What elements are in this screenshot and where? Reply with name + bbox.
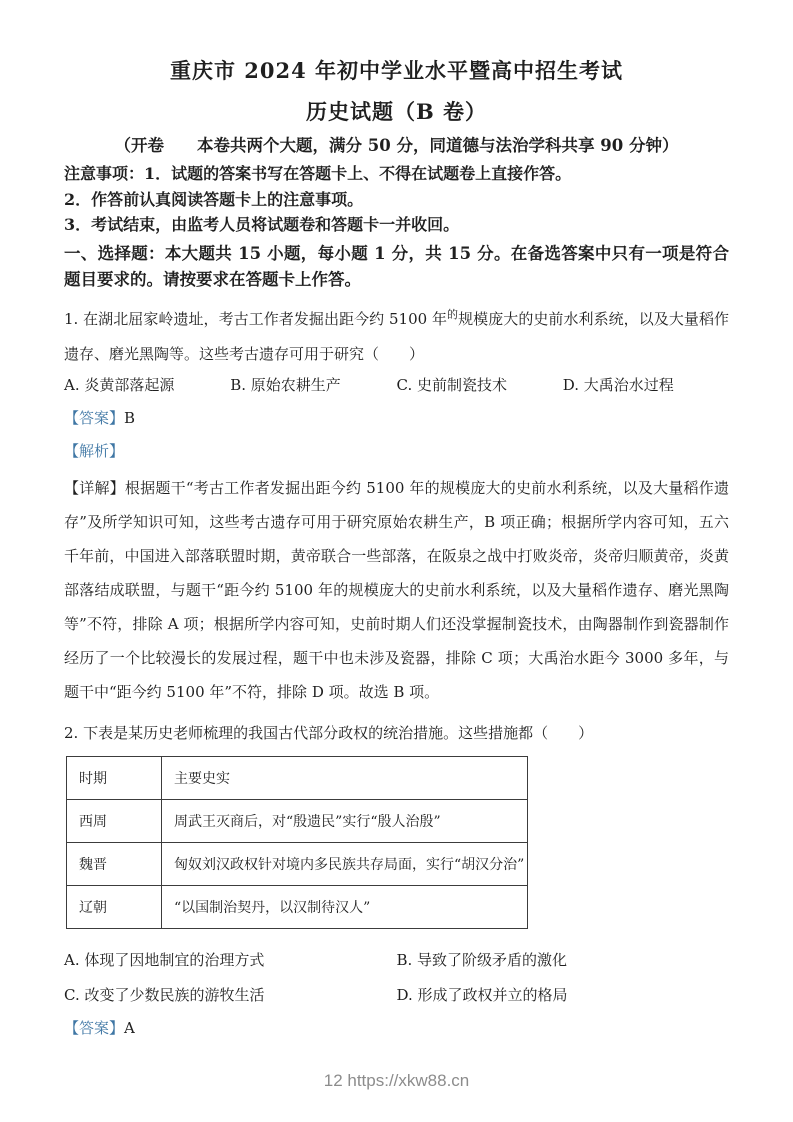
table-row (67, 885, 528, 928)
q1-option-d: D. 大禹治水过程 (562, 375, 674, 394)
q1-option-c: C. 史前制瓷技术 (396, 375, 507, 394)
q1-stem-start: 1. 在湖北屈家岭遗址，考古工作者发掘出距今约 5100 年 (64, 309, 448, 328)
table-cell-period: 西周 (67, 799, 162, 842)
question-1-options (64, 374, 729, 396)
q1-stem-end: 规模庞大的史前水利系统，以及大量稻作遗存、磨光黑陶等。这些考古遗存可用于研究（ ） (64, 309, 729, 363)
q1-option-a: A. 炎黄部落起源 (64, 375, 175, 394)
exam-title: 重庆市 2024 年初中学业水平暨高中招生考试 (169, 58, 624, 83)
table-cell-fact: “以国制治契丹，以汉制待汉人” (162, 885, 528, 928)
answer-label: 【答案】 (64, 1018, 125, 1037)
question-1-answer-line (64, 407, 729, 429)
q2-option-c: C. 改变了少数民族的游牧生活 (64, 985, 265, 1004)
question-2-options (64, 949, 729, 1006)
question-1-answer-value: B (124, 408, 136, 427)
question-2-answer-value: A (124, 1018, 135, 1037)
exam-subtitle: 历史试题（B 卷） (305, 99, 488, 124)
page-footer-watermark: 12 https://xkw88.cn (323, 1071, 470, 1090)
table-cell-fact: 周武王灭商后，对“殷遗民”实行“殷人治殷” (162, 799, 528, 842)
table-cell-period: 魏晋 (67, 842, 162, 885)
q2-option-a: A. 体现了因地制宜的治理方式 (64, 950, 265, 969)
table-header-period: 时期 (67, 756, 162, 799)
q1-option-b: B. 原始农耕生产 (230, 375, 341, 394)
q2-option-b: B. 导致了阶级矛盾的激化 (396, 950, 568, 969)
question-1-analysis-label-line (64, 440, 729, 462)
q1-stem-superscript: 的 (447, 307, 459, 321)
notice-line-3: 3．考试结束，由监考人员将试题卷和答题卡一并收回。 (64, 215, 460, 234)
table-row (67, 799, 528, 842)
question-1-detail-explanation: 【详解】根据题干“考古工作者发掘出距今约 5100 年的规模庞大的史前水利系统，以及大量稻作遗存”及所学知识可知，这些考古遗存可用于研究原始农耕生产，B 项正确；根据所学内容可知，五六千年前，中国进入部落联盟时期，黄帝联合一些部落，在阪泉之战中打败炎帝，炎帝归顺黄帝，炎黄部落结成联盟，与题干“距今约 5100 年的规模庞大的史前水利系统，以及大量稻作遗存、磨光黑陶等”不符，排除 A 项；根据所学内容可知，史前时期人们还没掌握制瓷技术，由陶器制作到瓷器制作经历了一个比较漫长的发展过程，题干中也未涉及瓷器，排除 C 项；大禹治水距今 3000 多年，与题干中“距今约 5100 年”不符，排除 D 项。故选 B 项。 (64, 478, 729, 701)
table-cell-period: 辽朝 (67, 885, 162, 928)
question-2-answer-line (64, 1017, 729, 1039)
notice-line-2: 2．作答前认真阅读答题卡上的注意事项。 (64, 189, 364, 209)
table-row (67, 842, 528, 885)
table-cell-fact: 匈奴刘汉政权针对境内多民族共存局面，实行“胡汉分治” (162, 842, 528, 885)
table-header-row (67, 756, 528, 799)
section-heading-choice: 一、选择题：本大题共 15 小题，每小题 1 分，共 15 分。在备选答案中只有一项是符合题目要求的。请按要求在答题卡上作答。 (64, 243, 729, 289)
answer-label: 【答案】 (64, 408, 125, 427)
analysis-label: 【解析】 (64, 441, 125, 460)
question-2-stem: 2. 下表是某历史老师梳理的我国古代部分政权的统治措施。这些措施都（ ） (64, 723, 594, 742)
notice-line-1: 注意事项：1．试题的答案书写在答题卡上、不得在试题卷上直接作答。 (64, 164, 572, 183)
exam-meta-line: （开卷 本卷共两个大题，满分 50 分，同道德与法治学科共享 90 分钟） (114, 136, 679, 155)
question-2-table (66, 756, 528, 929)
q2-option-d: D. 形成了政权并立的格局 (396, 985, 568, 1004)
table-header-facts: 主要史实 (162, 756, 528, 799)
question-1-stem (64, 302, 729, 372)
